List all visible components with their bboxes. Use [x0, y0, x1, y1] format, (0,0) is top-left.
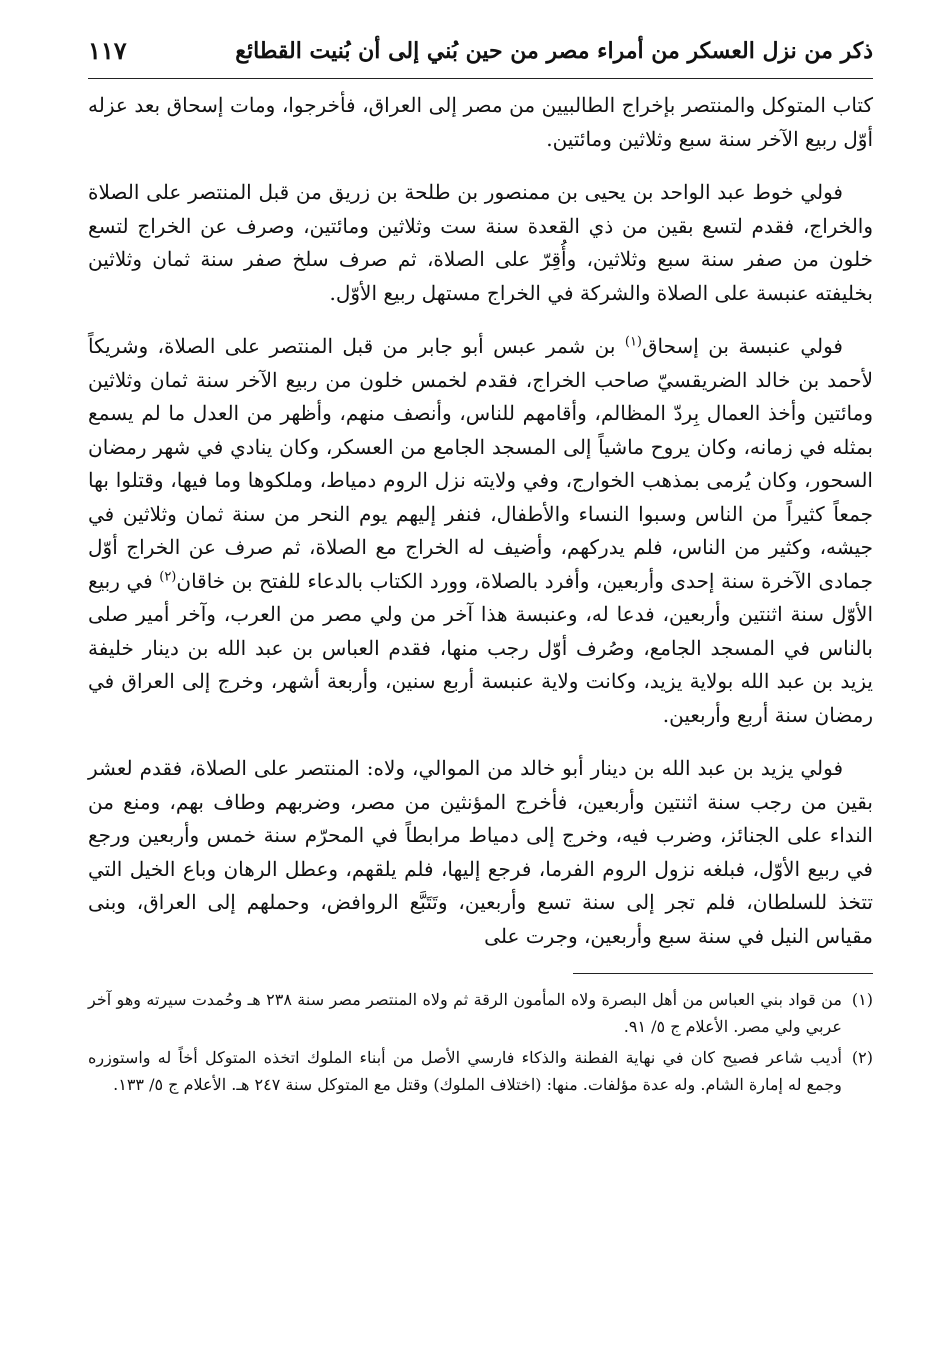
page-number: ١١٧: [88, 36, 127, 65]
paragraph-text: في ربيع الأوّل سنة اثنتين وأربعين، فدعا له، وعنبسة هذا آخر من ولي مصر من العرب، وآخر أمير صلى بالناس في المسجد الجامع، وصُرف أوّل رجب منها، فقدم العباس بن عبد الله بن دينار خليفة يزيد بن عبد الله بولاية يزيد، وكانت ولاية عنبسة أربع سنين، وأربعة أشهر، وخرج إلى العراق في رمضان سنة أربع وأربعين.: [88, 568, 873, 727]
paragraph: [88, 176, 873, 310]
paragraph: [88, 752, 873, 953]
footnote-text: من قواد بني العباس من أهل البصرة ولاه المأمون الرقة ثم ولاه المنتصر مصر سنة ٢٣٨ هـ وحُمدت سيرته وهو آخر عربي ولي مصر. الأعلام ج ٥/ ٩١.: [88, 990, 842, 1036]
paragraph-text: فولي يزيد بن عبد الله بن دينار أبو خالد من الموالي، ولاه: المنتصر على الصلاة، فقدم لعشر بقين من رجب سنة اثنتين وأربعين، فأخرج المؤنثين من مصر، وضربهم وطاف بهم، ومنع من النداء على الجنائز، وضرب فيه، وخرج إلى دمياط مرابطاً في المحرّم سنة خمس وأربعين ورجع في ربيع الأوّل، فبلغه نزول الروم الفرما، فرجع إليها، فلم يلقهم، وعطل الرهان وباع الخيل التي تتخذ للسلطان، فلم تجر إلى سنة تسع وأربعين، وتَتَبَّع الروافض، وحملهم إلى العراق، وبنى مقياس النيل في سنة سبع وأربعين، وجرت على: [88, 756, 873, 948]
book-page: [88, 30, 873, 1328]
body-text: [88, 89, 873, 953]
footnote-2: [88, 1044, 873, 1098]
paragraph-text: فولي عنبسة بن إسحاق: [642, 334, 843, 358]
footnote-number: (٢): [851, 1048, 873, 1067]
page-header: [88, 30, 873, 79]
footnote-number: (١): [851, 990, 873, 1009]
footnote-ref-2[interactable]: (٢): [159, 568, 177, 584]
footnotes: [88, 986, 873, 1098]
footnote-1: [88, 986, 873, 1040]
paragraph-text: بن شمر عبس أبو جابر من قبل المنتصر على الصلاة، وشريكاً لأحمد بن خالد الضريقسيّ صاحب الخراج، فقدم لخمس خلون من ربيع الآخر سنة ثمان وثلاثين ومائتين وأخذ العمال بِردّ المظالم، وأقامهم للناس، وأنصف منهم، وأظهر من العدل ما لم يسمع بمثله في زمانه، وكان يروح ماشياً إلى المسجد الجامع من العسكر، وكان ينادي في شهر رمضان السحور، وكان يُرمى بمذهب الخوارج، وفي ولايته نزل الروم دمياط، وملكوها وما فيها، وقتلوا بها جمعاً كثيراً من الناس وسبوا النساء والأطفال، فنفر إليهم يوم النحر من سنة ثمان وثلاثين في جيشه، وكثير من الناس، فلم يدركهم، وأضيف له الخراج مع الصلاة، ثم صرف عن الخراج أوّل جمادى الآخرة سنة إحدى وأربعين، وأفرد بالصلاة، وورد الكتاب بالدعاء للفتح بن خاقان: [88, 334, 873, 593]
paragraph: [88, 330, 873, 732]
footnote-separator: [573, 973, 873, 974]
paragraph-text: فولي خوط عبد الواحد بن يحيى بن ممنصور بن طلحة بن زريق من قبل المنتصر على الصلاة والخراج، فقدم لتسع بقين من ذي القعدة سنة ست وثلاثين ومائتين، وصرف عن الخراج لتسع خلون من صفر سنة سبع وثلاثين، وأُقِرّ على الصلاة، ثم صرف سلخ صفر سنة ثمان وثلاثين بخليفته عنبسة على الصلاة والشركة في الخراج مستهل ربيع الأوّل.: [88, 180, 873, 305]
paragraph-text: كتاب المتوكل والمنتصر بإخراج الطالبيين من مصر إلى العراق، فأخرجوا، ومات إسحاق بعد عزله أوّل ربيع الآخر سنة سبع وثلاثين ومائتين.: [88, 93, 873, 151]
footnote-text: أديب شاعر فصيح كان في نهاية الفطنة والذكاء فارسي الأصل من أبناء الملوك اتخذه المتوكل أخاً له واستوزره وجمع له إمارة الشام. وله عدة مؤلفات. منها: (اختلاف الملوك) وقتل مع المتوكل سنة ٢٤٧ هـ. الأعلام ج ٥/ ١٣٣.: [88, 1048, 842, 1094]
running-title: ذكر من نزل العسكر من أمراء مصر من حين بُني إلى أن بُنيت القطائع: [235, 38, 873, 64]
paragraph: [88, 89, 873, 156]
footnote-ref-1[interactable]: (١): [624, 334, 642, 350]
